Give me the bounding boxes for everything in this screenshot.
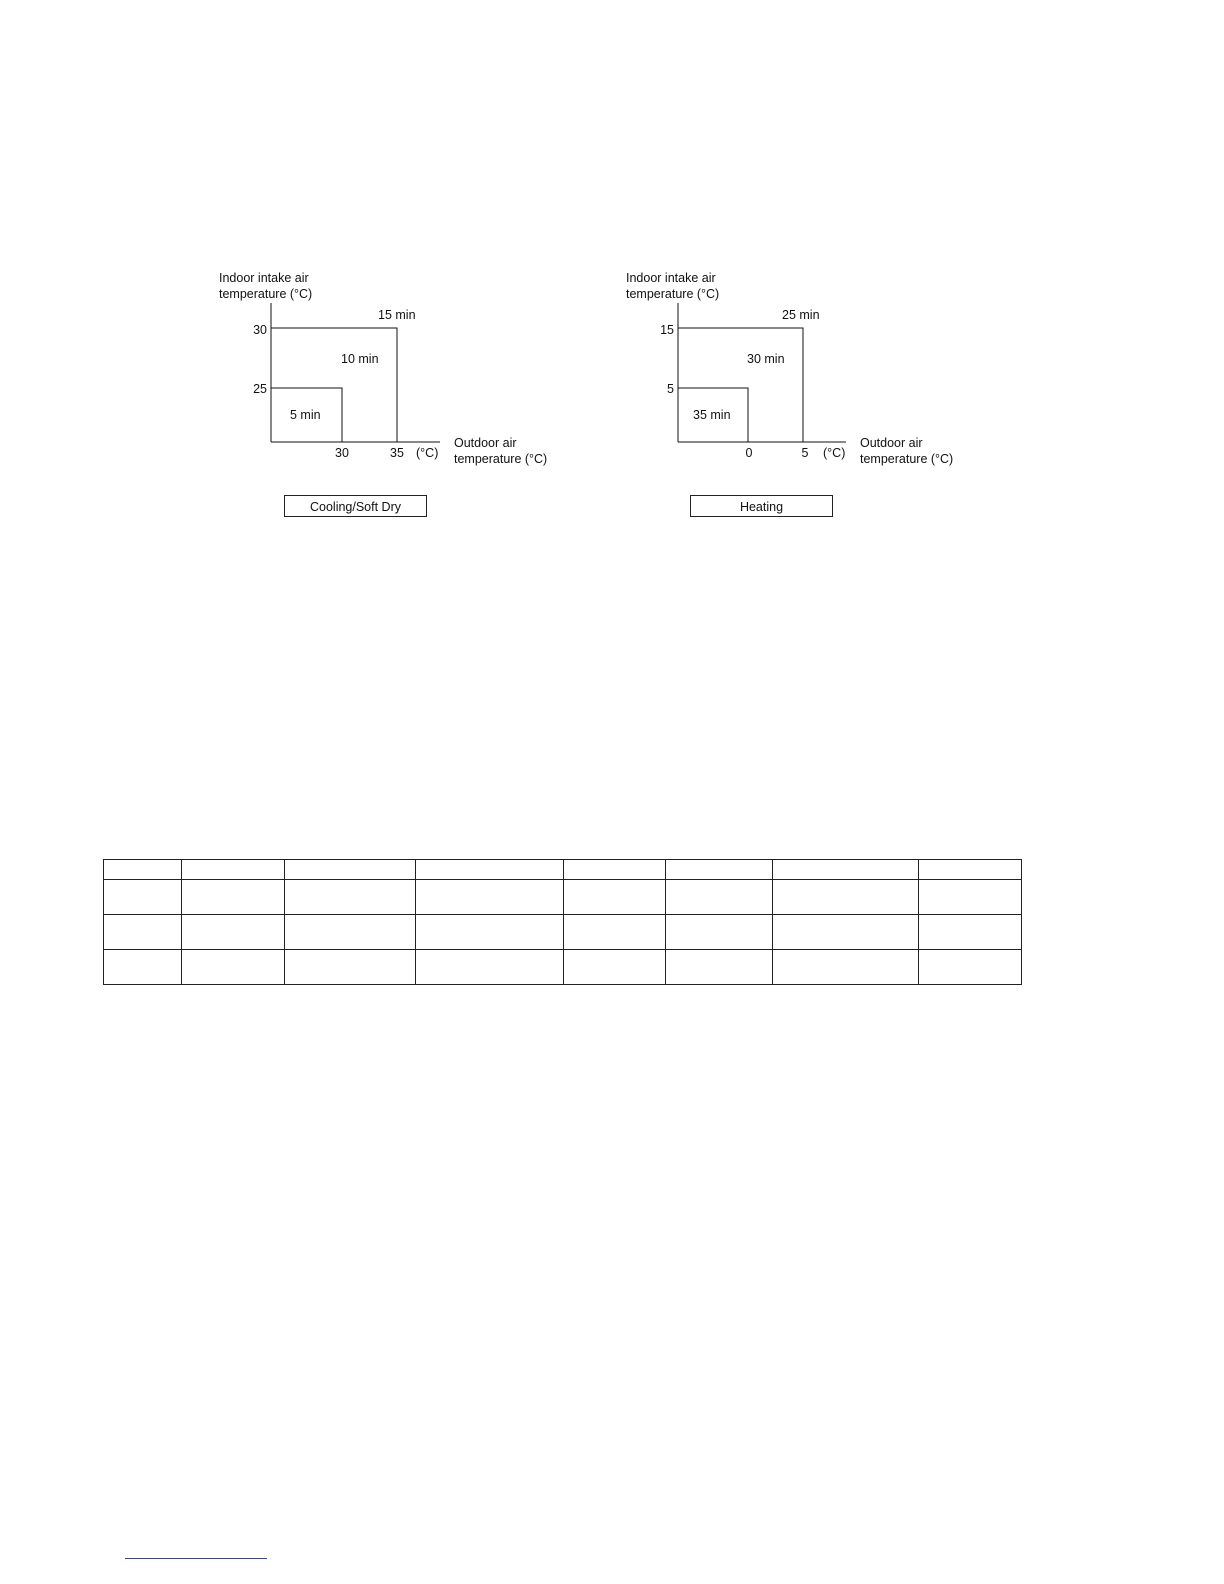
table-cell xyxy=(285,950,416,985)
table-cell xyxy=(416,860,564,880)
table-cell xyxy=(564,915,666,950)
table-cell xyxy=(285,880,416,915)
y-tick-label: 15 xyxy=(660,323,674,337)
x-axis-label-line1: Outdoor air xyxy=(454,436,517,450)
table-cell xyxy=(564,880,666,915)
table-cell xyxy=(104,950,182,985)
y-axis-label-line2: temperature (°C) xyxy=(219,287,313,301)
zone-label-outer: 15 min xyxy=(378,308,416,322)
table-cell xyxy=(666,950,773,985)
table-cell xyxy=(416,880,564,915)
table-cell xyxy=(773,860,919,880)
y-axis-label-line1: Indoor intake air xyxy=(219,271,309,285)
x-axis-label-line2: temperature (°C) xyxy=(860,452,954,466)
x-axis-label-line1: Outdoor air xyxy=(860,436,923,450)
table-cell xyxy=(182,860,285,880)
x-unit-label: (°C) xyxy=(416,446,439,460)
table-cell xyxy=(182,950,285,985)
table-cell xyxy=(182,915,285,950)
table-cell xyxy=(285,915,416,950)
table-cell xyxy=(104,915,182,950)
table-cell xyxy=(182,880,285,915)
x-tick-label: 35 xyxy=(390,446,404,460)
cooling-diagram xyxy=(219,271,547,466)
timing-diagrams xyxy=(0,0,1224,560)
zone-label-inner: 35 min xyxy=(693,408,731,422)
table-cell xyxy=(773,950,919,985)
outer-boundary xyxy=(271,328,397,442)
table-cell xyxy=(564,950,666,985)
table-cell xyxy=(104,880,182,915)
x-axis-label-line2: temperature (°C) xyxy=(454,452,548,466)
table-row xyxy=(104,880,1022,915)
table-cell xyxy=(666,860,773,880)
table-cell xyxy=(919,950,1022,985)
zone-label-middle: 10 min xyxy=(341,352,379,366)
y-tick-label: 25 xyxy=(253,382,267,396)
zone-label-inner: 5 min xyxy=(290,408,321,422)
table-cell xyxy=(919,915,1022,950)
y-tick-label: 30 xyxy=(253,323,267,337)
heating-diagram xyxy=(626,271,953,466)
table-row xyxy=(104,950,1022,985)
table-cell xyxy=(919,860,1022,880)
table-cell xyxy=(564,860,666,880)
zone-label-outer: 25 min xyxy=(782,308,820,322)
mode-label-cooling: Cooling/Soft Dry xyxy=(284,495,427,517)
table-cell xyxy=(285,860,416,880)
mode-label-heating: Heating xyxy=(690,495,833,517)
table-row xyxy=(104,915,1022,950)
table-cell xyxy=(416,950,564,985)
outer-boundary xyxy=(678,328,803,442)
footer-link-underline[interactable] xyxy=(125,1558,267,1559)
y-axis-label-line1: Indoor intake air xyxy=(626,271,716,285)
table-cell xyxy=(773,880,919,915)
zone-label-middle: 30 min xyxy=(747,352,785,366)
table-header-row xyxy=(104,860,1022,880)
table-cell xyxy=(666,880,773,915)
y-tick-label: 5 xyxy=(667,382,674,396)
x-tick-label: 5 xyxy=(801,446,809,460)
y-axis-label-line2: temperature (°C) xyxy=(626,287,720,301)
x-tick-label: 0 xyxy=(745,446,753,460)
x-unit-label: (°C) xyxy=(823,446,846,460)
table-cell xyxy=(919,880,1022,915)
empty-data-table xyxy=(103,859,1022,985)
table-cell xyxy=(104,860,182,880)
x-tick-label: 30 xyxy=(335,446,349,460)
table-cell xyxy=(666,915,773,950)
table-cell xyxy=(416,915,564,950)
table-cell xyxy=(773,915,919,950)
